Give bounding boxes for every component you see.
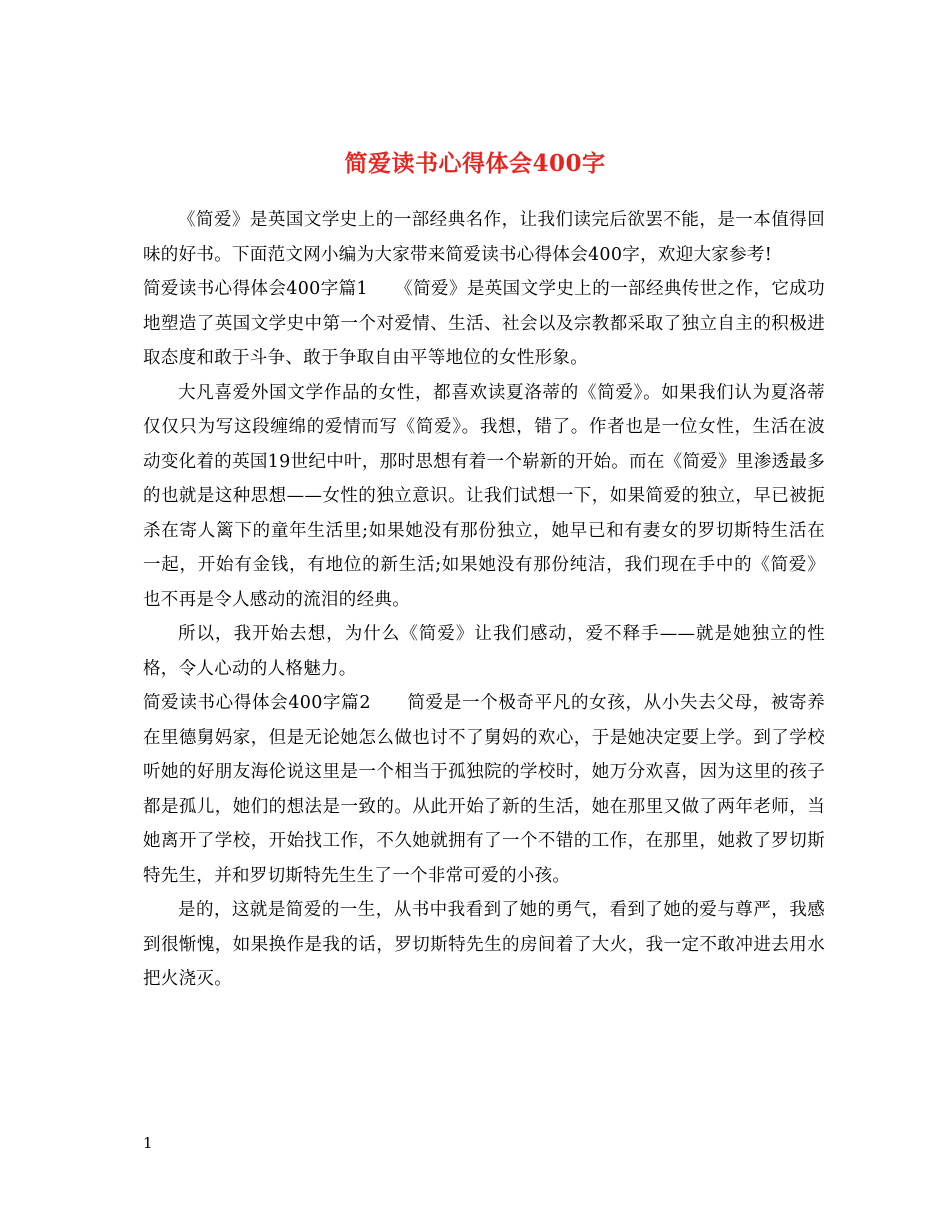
paragraph-conclusion: 是的，这就是简爱的一生，从书中我看到了她的勇气，看到了她的爱与尊严，我感到很惭愧，如果换作是我的话，罗切斯特先生的房间着了大火，我一定不敢冲进去用水把火浇灭。 xyxy=(143,900,825,989)
document-title: 简爱读书心得体会400字 xyxy=(344,150,606,178)
paragraph-part-2: 简爱读书心得体会400字篇2 简爱是一个极奇平凡的女孩，从小失去父母，被寄养在里德舅妈家，但是无论她怎么做也讨不了舅妈的欢心，于是她决定要上学。到了学校听她的好朋友海伦说这里是一个相当于孤独院的学校时，她万分欢喜，因为这里的孩子都是孤儿，她们的想法是一致的。从此开始了新的生活，她在那里又做了两年老师，当她离开了学校，开始找工作，不久她就拥有了一个不错的工作，在那里，她救了罗切斯特先生，并和罗切斯特先生生了一个非常可爱的小孩。 xyxy=(143,693,825,886)
page-number: 1 xyxy=(143,1134,153,1152)
document-body xyxy=(143,203,825,997)
paragraph-intro: 《简爱》是英国文学史上的一部经典名作，让我们读完后欲罢不能，是一本值得回味的好书。下面范文网小编为大家带来简爱读书心得体会400字，欢迎大家参考! xyxy=(143,210,825,265)
paragraph-independence: 大凡喜爱外国文学作品的女性，都喜欢读夏洛蒂的《简爱》。如果我们认为夏洛蒂仅仅只为写这段缠绵的爱情而写《简爱》。我想，错了。作者也是一位女性，生活在波动变化着的英国19世纪中叶，那时思想有着一个崭新的开始。而在《简爱》里渗透最多的也就是这种思想——女性的独立意识。让我们试想一下，如果简爱的独立，早已被扼杀在寄人篱下的童年生活里;如果她没有那份独立，她早已和有妻女的罗切斯特生活在一起，开始有金钱，有地位的新生活;如果她没有那份纯洁，我们现在手中的《简爱》也不再是令人感动的流泪的经典。 xyxy=(143,382,825,610)
paragraph-charm: 所以，我开始去想，为什么《简爱》让我们感动，爱不释手——就是她独立的性格，令人心动的人格魅力。 xyxy=(143,624,825,679)
paragraph-part-1: 简爱读书心得体会400字篇1 《简爱》是英国文学史上的一部经典传世之作，它成功地塑造了英国文学史中第一个对爱情、生活、社会以及宗教都采取了独立自主的积极进取态度和敢于斗争、敢于争取自由平等地位的女性形象。 xyxy=(143,279,825,368)
